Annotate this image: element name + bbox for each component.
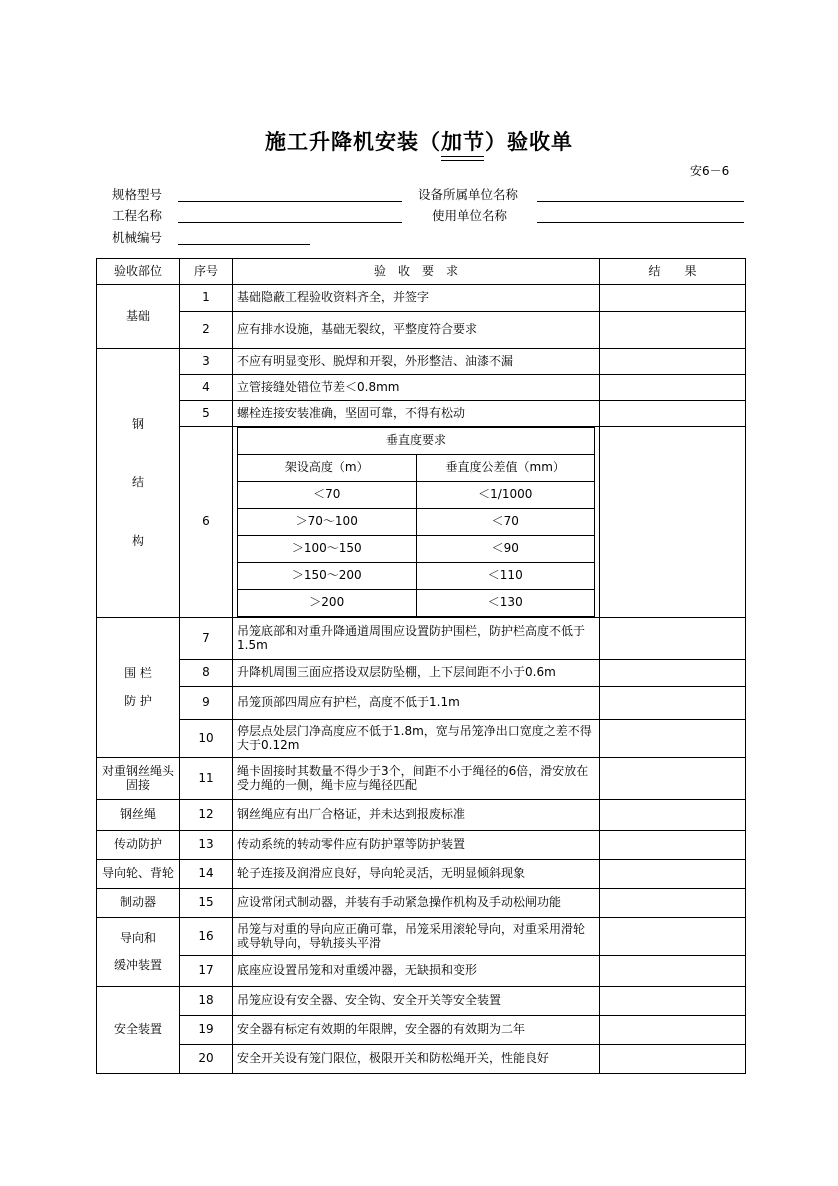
verticality-tolerance: ＜130 (416, 590, 595, 617)
requirement-cell: 钢丝绳应有出厂合格证，并未达到报废标准 (233, 800, 600, 831)
group-guide-wheel: 导向轮、背轮 (97, 860, 180, 889)
seq-cell: 8 (180, 660, 233, 687)
result-cell[interactable] (600, 349, 746, 375)
verticality-tolerance: ＜110 (416, 563, 595, 590)
result-cell[interactable] (600, 660, 746, 687)
requirement-cell: 绳卡固接时其数量不得少于3个，间距不小于绳径的6倍，滑安放在受力绳的一侧，绳卡应与绳径匹配 (233, 758, 600, 800)
user-unit-label: 使用单位名称 (432, 208, 508, 223)
group-wire-rope: 钢丝绳 (97, 800, 180, 831)
requirement-cell: 应有排水设施，基础无裂纹，平整度符合要求 (233, 312, 600, 349)
group-guardrail (97, 618, 180, 758)
table-row (97, 375, 746, 401)
group-transmission: 传动防护 (97, 831, 180, 860)
requirement-cell: 传动系统的转动零件应有防护罩等防护装置 (233, 831, 600, 860)
project-field[interactable] (178, 222, 402, 223)
seq-cell: 2 (180, 312, 233, 349)
requirement-cell: 停层点处层门净高度应不低于1.8m，宽与吊笼净出口宽度之差不得大于0.12m (233, 720, 600, 758)
result-cell[interactable] (600, 831, 746, 860)
result-cell[interactable] (600, 1016, 746, 1045)
table-row (97, 889, 746, 918)
verticality-height: ＞70～100 (238, 509, 417, 536)
requirement-cell: 吊笼与对重的导向应正确可靠，吊笼采用滚轮导向，对重采用滑轮或导轨导向，导轨接头平滑 (233, 918, 600, 956)
seq-cell: 18 (180, 987, 233, 1016)
requirement-cell: 轮子连接及润滑应良好，导向轮灵活，无明显倾斜现象 (233, 860, 600, 889)
seq-cell: 10 (180, 720, 233, 758)
requirement-cell: 立管接缝处错位节差＜0.8mm (233, 375, 600, 401)
result-cell[interactable] (600, 285, 746, 312)
seq-cell: 6 (180, 427, 233, 618)
table-row (97, 427, 746, 618)
owner-unit-label: 设备所属单位名称 (418, 187, 519, 202)
header-result: 结 果 (600, 259, 746, 285)
requirement-cell: 升降机周围三面应搭设双层防坠棚，上下层间距不小于0.6m (233, 660, 600, 687)
result-cell[interactable] (600, 987, 746, 1016)
verticality-cell (233, 427, 600, 618)
seq-cell: 20 (180, 1045, 233, 1074)
seq-cell: 4 (180, 375, 233, 401)
table-row (97, 401, 746, 427)
requirement-cell: 吊笼应设有安全器、安全钩、安全开关等安全装置 (233, 987, 600, 1016)
header-requirement: 验 收 要 求 (233, 259, 600, 285)
table-row (97, 831, 746, 860)
table-row (97, 312, 746, 349)
header-part: 验收部位 (97, 259, 180, 285)
result-cell[interactable] (600, 758, 746, 800)
requirement-cell: 安全器有标定有效期的年限牌，安全器的有效期为二年 (233, 1016, 600, 1045)
project-label: 工程名称 (112, 208, 163, 223)
seq-cell: 9 (180, 687, 233, 720)
header-seq: 序号 (180, 259, 233, 285)
group-rope-fixing: 对重钢丝绳头固接 (97, 758, 180, 800)
result-cell[interactable] (600, 375, 746, 401)
table-row (97, 918, 746, 956)
machine-no-field[interactable] (178, 244, 310, 245)
table-row (97, 720, 746, 758)
user-unit-field[interactable] (537, 222, 744, 223)
seq-cell: 1 (180, 285, 233, 312)
group-foundation: 基础 (97, 285, 180, 349)
verticality-tolerance: ＜1/1000 (416, 482, 595, 509)
result-cell[interactable] (600, 860, 746, 889)
requirement-cell: 底座应设置吊笼和对重缓冲器，无缺损和变形 (233, 956, 600, 987)
verticality-tolerance-header: 垂直度公差值（mm） (416, 455, 595, 482)
group-guide-buffer-line-2: 缓冲装置 (113, 958, 162, 972)
table-row (97, 758, 746, 800)
result-cell[interactable] (600, 889, 746, 918)
verticality-tolerance: ＜70 (416, 509, 595, 536)
requirement-cell: 吊笼底部和对重升降通道周围应设置防护围栏，防护栏高度不低于1.5m (233, 618, 600, 660)
group-guide-buffer-line-1: 导向和 (119, 930, 156, 945)
requirement-cell: 螺栓连接安装准确，坚固可靠，不得有松动 (233, 401, 600, 427)
owner-unit-field[interactable] (537, 201, 744, 202)
group-steel-char-2: 结 (131, 475, 144, 490)
acceptance-table (96, 258, 746, 1074)
group-steel-structure (97, 349, 180, 618)
group-steel-char-1: 钢 (131, 417, 144, 431)
group-steel-char-3: 构 (131, 533, 144, 548)
table-row (97, 660, 746, 687)
seq-cell: 15 (180, 889, 233, 918)
result-cell[interactable] (600, 1045, 746, 1074)
table-row (97, 860, 746, 889)
verticality-height-header: 架设高度（m） (238, 455, 417, 482)
verticality-title: 垂直度要求 (238, 428, 595, 455)
group-guardrail-line-2: 防 护 (124, 693, 152, 708)
seq-cell: 5 (180, 401, 233, 427)
seq-cell: 13 (180, 831, 233, 860)
verticality-height: ＞100～150 (238, 536, 417, 563)
form-code: 安6－6 (690, 164, 730, 178)
verticality-table (237, 427, 595, 617)
requirement-cell: 吊笼顶部四周应有护栏，高度不低于1.1m (233, 687, 600, 720)
result-cell[interactable] (600, 401, 746, 427)
group-guide-buffer (97, 918, 180, 987)
table-row (97, 349, 746, 375)
result-cell[interactable] (600, 687, 746, 720)
table-row (97, 687, 746, 720)
result-cell[interactable] (600, 720, 746, 758)
table-row (97, 800, 746, 831)
seq-cell: 14 (180, 860, 233, 889)
page-title: 施工升降机安装（加节）验收单 (265, 130, 573, 154)
seq-cell: 3 (180, 349, 233, 375)
group-safety: 安全装置 (97, 987, 180, 1074)
seq-cell: 17 (180, 956, 233, 987)
table-row (97, 618, 746, 660)
result-cell[interactable] (600, 800, 746, 831)
result-cell[interactable] (600, 427, 746, 618)
verticality-height: ＜70 (238, 482, 417, 509)
group-brake: 制动器 (97, 889, 180, 918)
model-label: 规格型号 (112, 187, 163, 202)
seq-cell: 12 (180, 800, 233, 831)
table-row (97, 1045, 746, 1074)
table-row (97, 285, 746, 312)
result-cell[interactable] (600, 618, 746, 660)
title-underline (441, 156, 484, 161)
requirement-cell: 应设常闭式制动器，并装有手动紧急操作机构及手动松闸功能 (233, 889, 600, 918)
table-header-row (97, 259, 746, 285)
requirement-cell: 不应有明显变形、脱焊和开裂，外形整洁、油漆不漏 (233, 349, 600, 375)
seq-cell: 7 (180, 618, 233, 660)
table-row (97, 956, 746, 987)
machine-no-label: 机械编号 (112, 230, 163, 245)
result-cell[interactable] (600, 312, 746, 349)
result-cell[interactable] (600, 918, 746, 956)
model-field[interactable] (178, 201, 402, 202)
result-cell[interactable] (600, 956, 746, 987)
group-guardrail-line-1: 围 栏 (124, 666, 152, 681)
seq-cell: 11 (180, 758, 233, 800)
verticality-height: ＞150～200 (238, 563, 417, 590)
requirement-cell: 基础隐蔽工程验收资料齐全，并签字 (233, 285, 600, 312)
table-row (97, 987, 746, 1016)
requirement-cell: 安全开关设有笼门限位，极限开关和防松绳开关，性能良好 (233, 1045, 600, 1074)
seq-cell: 19 (180, 1016, 233, 1045)
verticality-height: ＞200 (238, 590, 417, 617)
verticality-tolerance: ＜90 (416, 536, 595, 563)
table-row (97, 1016, 746, 1045)
seq-cell: 16 (180, 918, 233, 956)
